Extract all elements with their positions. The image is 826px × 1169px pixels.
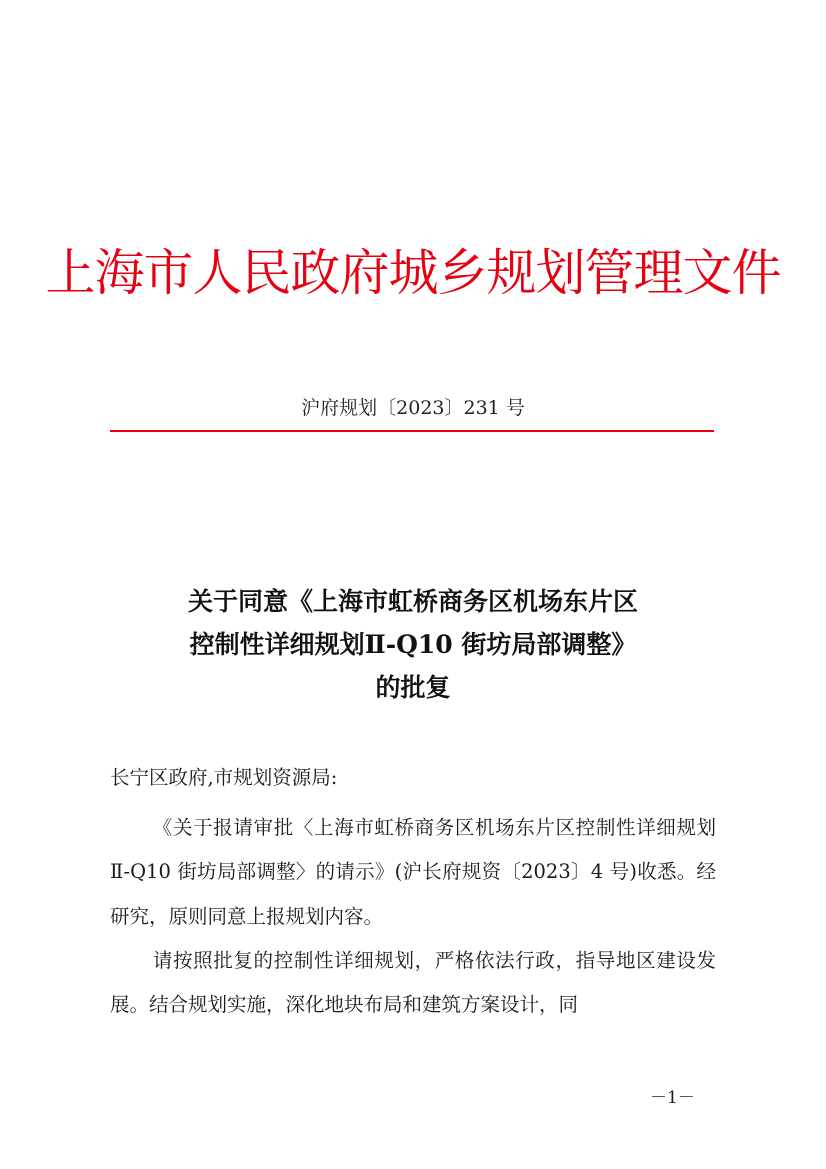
title-line-1: 关于同意《上海市虹桥商务区机场东片区 (187, 587, 638, 616)
page-number: －1－ (650, 1088, 695, 1108)
addressee: 长宁区政府,市规划资源局: (110, 766, 338, 789)
body-paragraph-2: 请按照批复的控制性详细规划，严格依法行政，指导地区建设发展。结合规划实施，深化地块布局和建筑方案设计，同 (110, 948, 716, 1017)
body-paragraph-1: 《关于报请审批〈上海市虹桥商务区机场东片区控制性详细规划Ⅱ-Q10 街坊局部调整〉的请示》(沪长府规资〔2023〕4 号)收悉。经研究，原则同意上报规划内容。 (110, 816, 716, 928)
document-number: 沪府规划〔2023〕231 号 (301, 397, 525, 419)
body-text (110, 806, 716, 1027)
title-line-2: 控制性详细规划Ⅱ-Q10 街坊局部调整》 (189, 630, 637, 659)
document-title (0, 580, 826, 709)
red-divider-line (110, 430, 714, 432)
document-masthead: 上海市人民政府城乡规划管理文件 (45, 244, 781, 302)
title-line-3: 的批复 (375, 673, 451, 702)
